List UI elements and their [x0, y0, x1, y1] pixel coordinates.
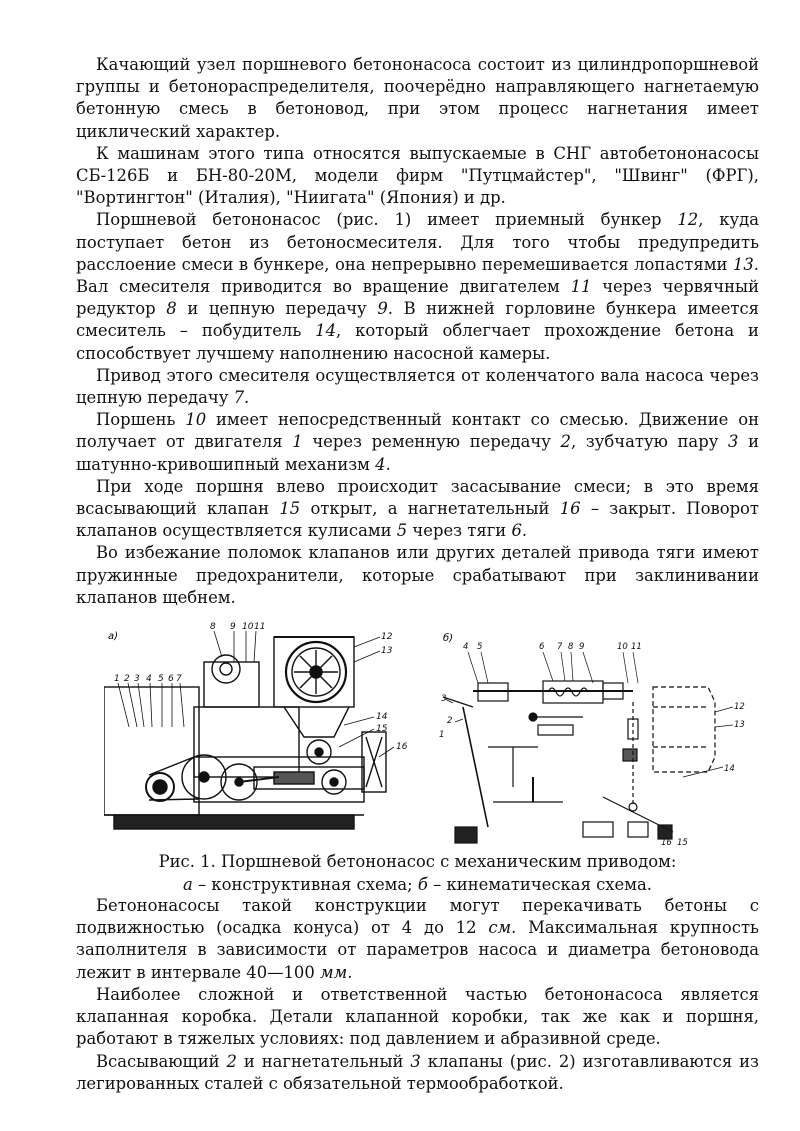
- callout-b-4: 4: [463, 642, 469, 653]
- callout-b-3: 3: [441, 694, 447, 705]
- figure-pump: [76, 617, 759, 849]
- paragraph-8: Бетононасосы такой конструкции могут перекачивать бетоны с подвижностью (осадка конуса) от 4 до 12 см. Максимальная крупность заполнителя в зависимости от параметров насоса и диаметра бетоновода лежит в интервале 40—100 мм.: [76, 896, 759, 982]
- callout-b-5: 5: [477, 642, 483, 653]
- callout-b-2: 2: [447, 716, 453, 727]
- callout-a-4: 4: [146, 674, 152, 685]
- callout-a-15: 15: [376, 724, 388, 735]
- callout-b-10: 10: [617, 642, 628, 653]
- callout-b-7: 7: [557, 642, 563, 653]
- paragraph-9: Наиболее сложной и ответственной частью бетононасоса является клапанная коробка. Детали клапанной коробки, так же как и поршня, работают в тяжелых условиях: под давлением и абразивной среде.: [76, 984, 759, 1049]
- callout-b-6: 6: [539, 642, 545, 653]
- callout-a-13: 13: [381, 646, 393, 657]
- paragraph-4: Привод этого смесителя осуществляется от коленчатого вала насоса через цепную передачу 7.: [76, 365, 759, 408]
- paragraph-6: При ходе поршня влево происходит засасывание смеси; в это время всасывающий клапан 15 открыт, а нагнетательный 16 – закрыт. Поворот клапанов осуществляется кулисами 5 через тяги 6.: [76, 476, 759, 541]
- page: [76, 54, 759, 1095]
- callout-b-16: 16: [661, 838, 672, 849]
- callout-a-12: 12: [381, 632, 393, 643]
- panel-b-label: б): [443, 633, 454, 645]
- callout-a-16: 16: [396, 742, 408, 753]
- callout-b-15: 15: [677, 838, 688, 849]
- callout-b-9: 9: [579, 642, 585, 653]
- figure-panel-a: [104, 617, 419, 849]
- paragraph-3: Поршневой бетононасос (рис. 1) имеет приемный бункер 12, куда поступает бетон из бетоносмесителя. Для того чтобы предупредить расслоение смеси в бункере, она непрерывно перемешивается лопастями 13. Вал смесителя приводится во вращение двигателем 11 через червячный редуктор 8 и цепную передачу 9. В нижней горловине бункера имеется смеситель – побудитель 14, который облегчает прохождение бетона и способствует лучшему наполнению насосной камеры.: [76, 210, 760, 363]
- callout-a-5: 5: [158, 674, 164, 685]
- callout-a-7: 7: [176, 674, 182, 685]
- figure-panel-b: [433, 627, 758, 849]
- callout-a-6: 6: [168, 674, 174, 685]
- callout-a-3: 3: [134, 674, 140, 685]
- callout-a-11: 11: [254, 622, 266, 633]
- callout-a-2: 2: [124, 674, 130, 685]
- callout-b-14: 14: [724, 764, 735, 775]
- callout-a-1: 1: [114, 674, 120, 685]
- callout-a-8: 8: [210, 622, 216, 633]
- callout-a-14: 14: [376, 712, 388, 723]
- callout-b-8: 8: [568, 642, 574, 653]
- paragraph-2: К машинам этого типа относятся выпускаемые в СНГ автобетононасосы СБ-126Б и БН-80-20М, модели фирм "Путцмайстер", "Швинг" (ФРГ), "Вортингтон" (Италия), "Ниигата" (Япония) и др.: [76, 143, 759, 208]
- figure-caption-line-1: Рис. 1. Поршневой бетононасос с механическим приводом:: [158, 852, 677, 872]
- paragraph-1: Качающий узел поршневого бетононасоса состоит из цилиндропоршневой группы и бетонораспределителя, поочерёдно направляющего нагнетаемую бетонную смесь в бетоновод, при этом процесс нагнетания имеет циклический характер.: [76, 55, 759, 141]
- callout-b-11: 11: [631, 642, 642, 653]
- paragraph-10: Всасывающий 2 и нагнетательный 3 клапаны (рис. 2) изготавливаются из легированных сталей с обязательной термообработкой.: [76, 1051, 759, 1093]
- panel-a-label: а): [108, 631, 119, 643]
- paragraph-5: Поршень 10 имеет непосредственный контакт со смесью. Движение он получает от двигателя 1 через ременную передачу 2, зубчатую пару 3 и шатунно-кривошипный механизм 4.: [76, 410, 760, 474]
- callout-a-10: 10: [242, 622, 254, 633]
- callout-b-1: 1: [439, 730, 445, 741]
- paragraph-7: Во избежание поломок клапанов или других деталей привода тяги имеют пружинные предохранители, которые срабатывают при заклинивании клапанов щебнем.: [76, 543, 759, 607]
- figure-caption-line-2: а – конструктивная схема; б – кинематическая схема.: [183, 875, 652, 895]
- callout-b-12: 12: [734, 702, 745, 713]
- callout-b-13: 13: [734, 720, 745, 731]
- callout-a-9: 9: [230, 622, 236, 633]
